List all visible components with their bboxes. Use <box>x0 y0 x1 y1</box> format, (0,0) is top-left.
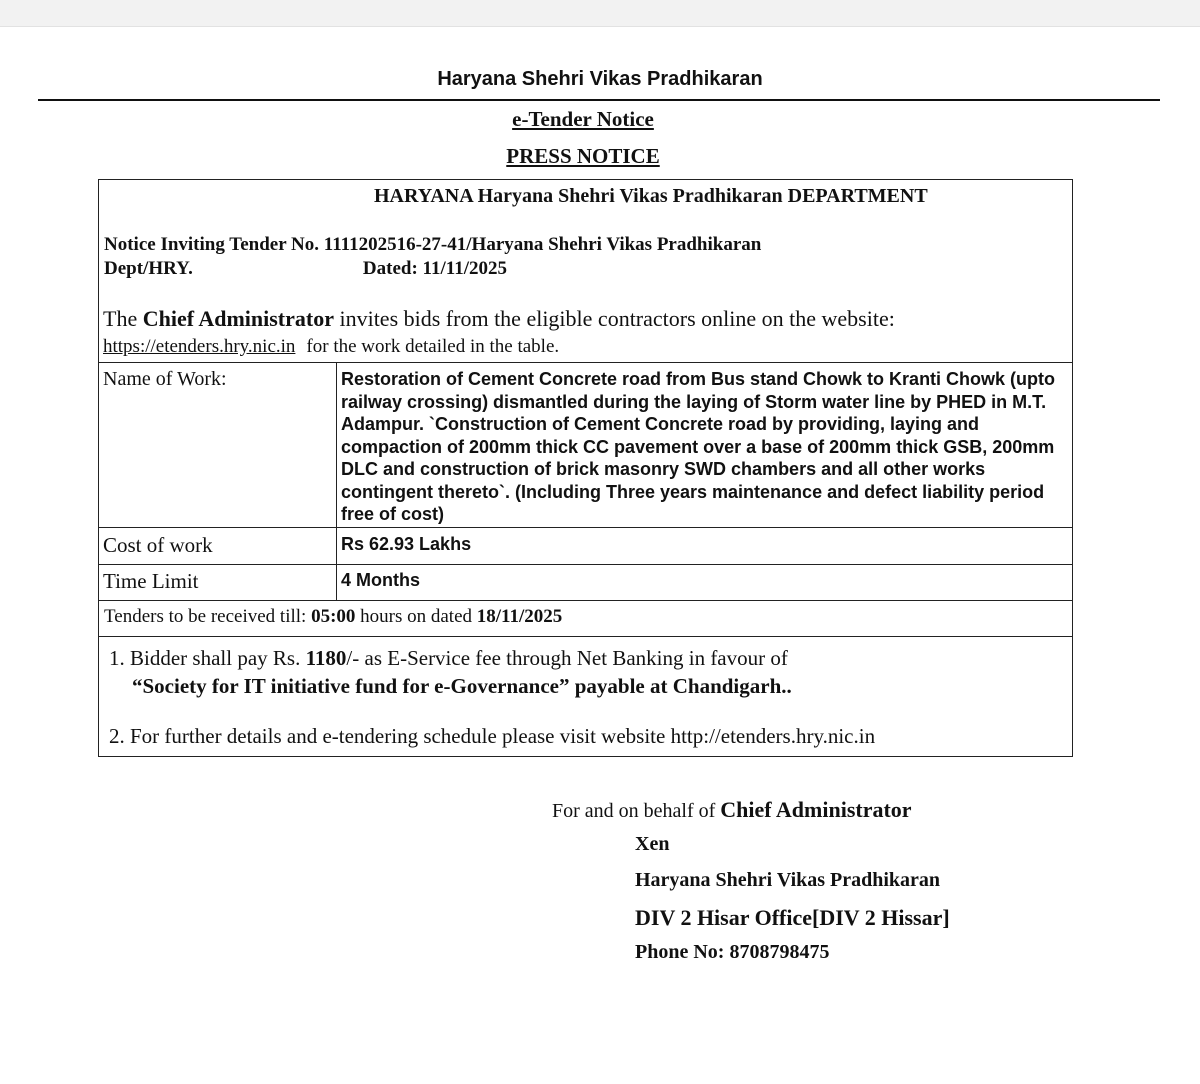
nit-dept: Dept/HRY. <box>104 258 193 279</box>
row-divider <box>99 636 1072 637</box>
time-limit-value: 4 Months <box>341 570 420 590</box>
title-rule <box>38 99 1160 101</box>
note-1-payee: “Society for IT initiative fund for e-Governance” payable at Chandigarh.. <box>132 674 792 698</box>
intro-the: The <box>103 306 138 331</box>
column-divider <box>336 362 337 600</box>
row-divider <box>99 362 1072 363</box>
tenders-time: 05:00 <box>311 606 356 627</box>
tenders-deadline <box>104 606 562 628</box>
cost-of-work-value: Rs 62.93 Lakhs <box>341 534 472 554</box>
note-1-prefix: 1. Bidder shall pay Rs. <box>109 646 301 670</box>
tenders-date: 18/11/2025 <box>476 606 563 627</box>
department-heading: HARYANA Haryana Shehri Vikas Pradhikaran DEPARTMENT <box>374 185 928 207</box>
row-divider <box>99 600 1072 601</box>
tenders-mid: hours on dated <box>360 606 473 627</box>
signatory-org: Haryana Shehri Vikas Pradhikaran <box>635 869 941 891</box>
nit-line-1: Notice Inviting Tender No. 1111202516-27-41/Haryana Shehri Vikas Pradhikaran <box>104 234 762 255</box>
tenders-prefix: Tenders to be received till: <box>104 606 307 627</box>
time-limit-label: Time Limit <box>103 569 199 593</box>
notes-list <box>109 644 1049 750</box>
row-divider <box>99 564 1072 565</box>
signatory-designation: Xen <box>635 833 670 855</box>
tender-box <box>98 179 1073 757</box>
org-title: Haryana Shehri Vikas Pradhikaran <box>437 68 763 90</box>
row-divider <box>99 527 1072 528</box>
press-notice-heading: PRESS NOTICE <box>506 144 660 168</box>
name-of-work-label: Name of Work: <box>103 368 227 390</box>
notice-type-heading: e-Tender Notice <box>512 107 654 131</box>
nit-block <box>104 233 761 281</box>
note-1 <box>109 644 1049 672</box>
note-1-suffix: /- as E-Service fee through Net Banking in favour of <box>346 646 788 670</box>
signatory-phone: Phone No: 8708798475 <box>635 941 830 963</box>
intro-rest: invites bids from the eligible contractors online on the website: <box>339 306 895 331</box>
note-1-amount: 1180 <box>305 646 347 670</box>
behalf-line <box>552 797 912 823</box>
etenders-link[interactable]: https://etenders.hry.nic.in <box>103 336 296 357</box>
intro-chief-administrator: Chief Administrator <box>142 306 334 331</box>
cost-of-work-label: Cost of work <box>103 533 213 557</box>
intro-tail: for the work detailed in the table. <box>306 336 560 357</box>
signatory-office: DIV 2 Hisar Office[DIV 2 Hissar] <box>635 905 950 930</box>
name-of-work-value: Restoration of Cement Concrete road from Bus stand Chowk to Kranti Chowk (upto railway crossing) dismantled during the laying of Storm water line by PHED in M.T. Adampur. `Construction of Cement Concrete road by providing, laying and compaction of 200mm thick CC pavement over a base of 200mm thick GSB, 200mm DLC and construction of brick masonry SWD chambers and all other works contingent thereto`. (Including Three years maintenance and defect liability period free of cost) <box>341 369 1056 524</box>
behalf-prefix: For and on behalf of <box>552 800 716 822</box>
behalf-chief-administrator: Chief Administrator <box>720 797 912 822</box>
intro-paragraph <box>103 306 1063 360</box>
nit-line-2 <box>104 257 761 281</box>
nit-date: Dated: 11/11/2025 <box>362 258 507 279</box>
top-strip <box>0 0 1200 27</box>
note-2: 2. For further details and e-tendering schedule please visit website http://etenders.hry.nic.in <box>109 724 876 748</box>
